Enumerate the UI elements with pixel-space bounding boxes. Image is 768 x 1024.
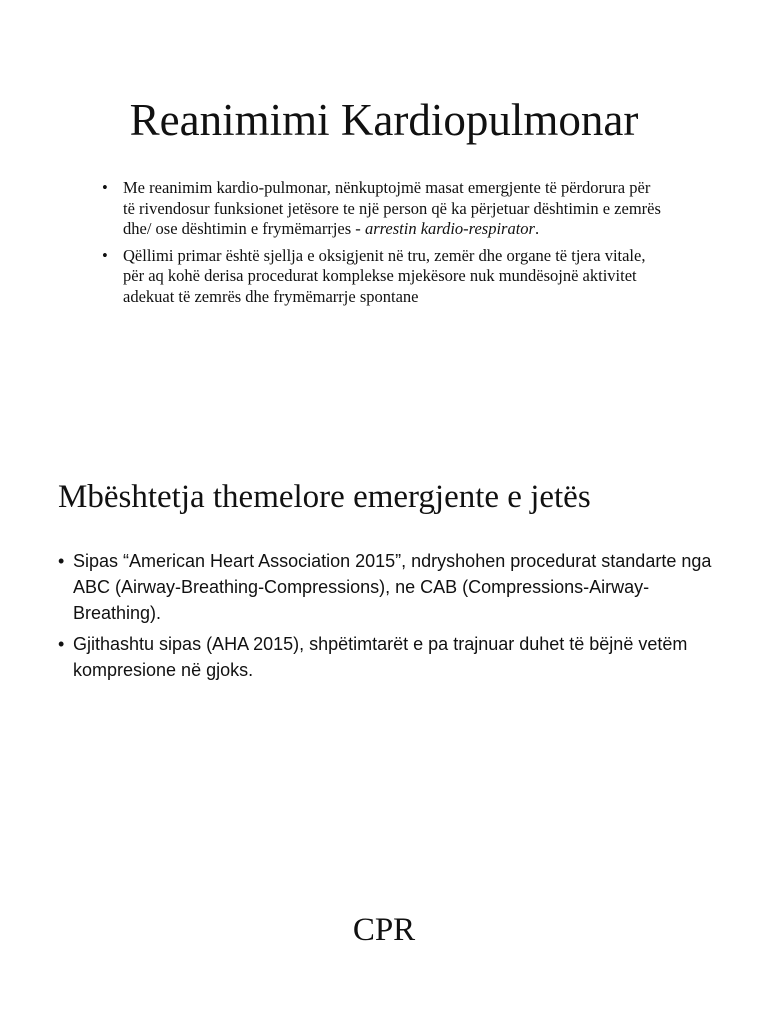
bullet-marker: •	[102, 245, 108, 265]
list-item	[58, 631, 718, 683]
bullet-marker: •	[58, 551, 65, 571]
bullet-marker: •	[58, 634, 65, 654]
slide-title-mbeshtetja: Mbështetja themelore emergjente e jetës	[58, 479, 591, 515]
slide2-bullet-list	[58, 548, 718, 688]
bullet-text: Qëllimi primar është sjellja e oksigjenit në tru, zemër dhe organe të tjera vitale, për aq kohë derisa procedurat komplekse mjekësore nuk mundësojnë aktivitet adekuat të zemrës dhe frymëmarrje spontane	[123, 245, 646, 306]
list-item	[102, 178, 662, 240]
bullet-marker: •	[102, 178, 108, 197]
slide-title-reanimimi: Reanimimi Kardiopulmonar	[129, 95, 639, 145]
slide1-bullet-list	[102, 178, 662, 313]
bullet-end-punctuation: .	[534, 219, 540, 238]
bullet-text: Me reanimim kardio-pulmonar, nënkuptojmë masat emergjente të përdorura për të rivendosur funksionet jetësore te një person që ka përjetuar dështimin e zemrës dhe/ ose dështimin e frymëmarrjes -	[123, 178, 661, 238]
bullet-text: Sipas “American Heart Association 2015”, ndryshohen procedurat standarte nga ABC (Airway-Breathing-Compressions), ne CAB (Compressions-Airway-Breathing).	[73, 551, 712, 623]
bullet-italic-text: arrestin kardio-respirator	[364, 219, 535, 238]
list-item	[58, 548, 718, 626]
list-item	[102, 246, 662, 308]
bullet-text: Gjithashtu sipas (AHA 2015), shpëtimtarët e pa trajnuar duhet të bëjnë vetëm kompresione në gjoks.	[73, 634, 688, 680]
slide-title-cpr: CPR	[352, 912, 416, 948]
